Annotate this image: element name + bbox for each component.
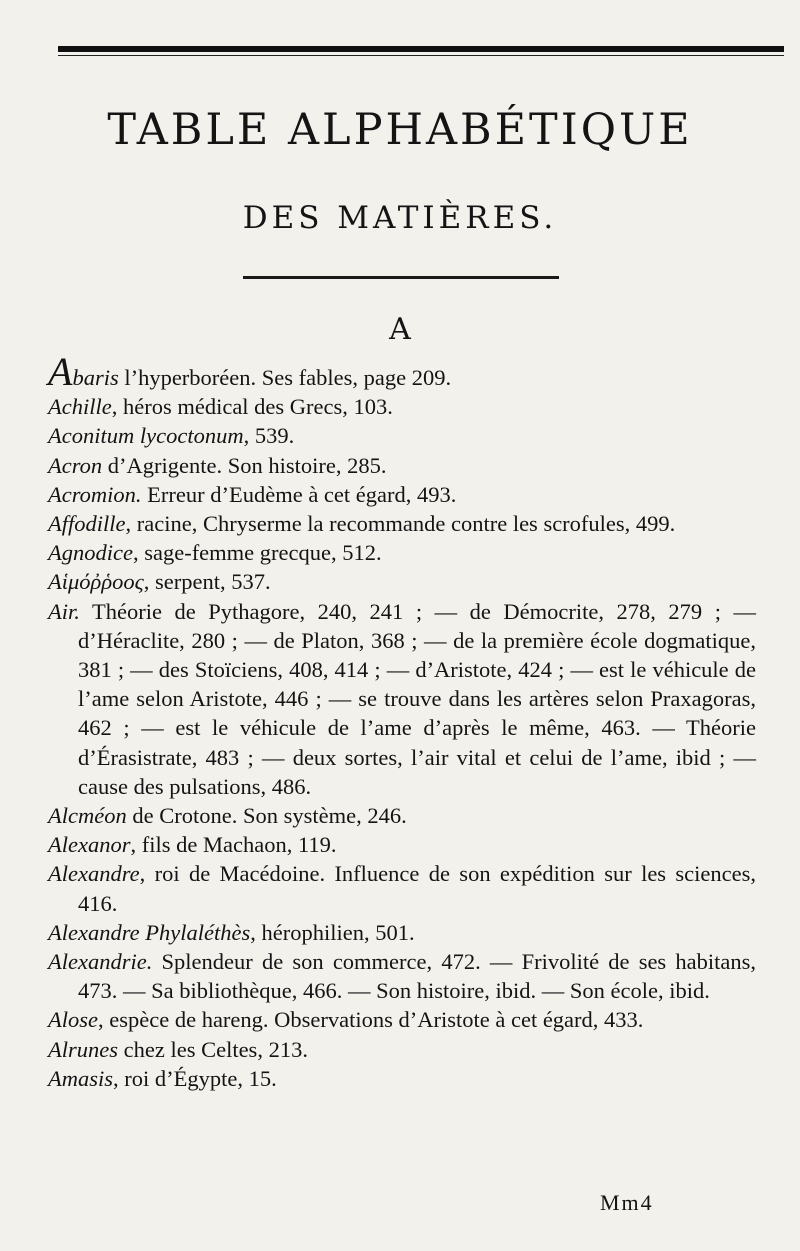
entry-head: Acron [48,452,103,478]
entry-head: Affodille [48,511,126,537]
index-entry [48,538,756,567]
index-entry [48,1005,756,1034]
entry-head: Alcméon [48,803,127,829]
entry-text: , espèce de hareng. Observations d’Aristote à cet égard, 433. [98,1007,644,1033]
index-entry [48,918,756,947]
index-entries [48,349,756,1093]
entry-head: Alose [48,1007,98,1033]
entry-text: Théorie de Pythagore, 240, 241 ; — de Démocrite, 278, 279 ; — d’Héraclite, 280 ; — de Platon, 368 ; — de la première école dogmatique, 381 ; — des Stoïciens, 408, 414 ; — d’Aristote, 424 ; — est le véhicule de l’ame selon Aristote, 446 ; — se trouve dans les artères selon Praxagoras, 462 ; — est le véhicule de l’ame d’après le même, 463. — Théorie d’Érasistrate, 483 ; — deux sortes, l’air vital et celui de l’ame, ibid ; — cause des pulsations, 486. [78,598,756,799]
entry-head: Alexanor [48,832,131,858]
index-entry [48,801,756,830]
top-rule-thin [58,55,784,56]
entry-head: Air. [48,598,80,624]
index-entry [48,480,756,509]
entry-text: , héros médical des Grecs, 103. [111,394,393,420]
entry-text: , racine, Chryserme la recommande contre les scrofules, 499. [125,511,676,537]
entry-head: Alexandre [48,861,140,887]
entry-head: Amasis [48,1065,114,1091]
entry-head: Αἱμόῤῥοος [48,569,144,595]
entry-text: d’Agrigente. Son histoire, 285. [102,452,387,478]
index-entry [48,451,756,480]
entry-head: Alexandre Phylaléthès [48,919,251,945]
entry-text: Erreur d’Eudème à cet égard, 493. [141,481,457,507]
index-entry [48,421,756,450]
entry-head: Alexandrie. [48,949,153,975]
entry-head: Agnodice [48,540,133,566]
index-entry [48,947,756,1005]
index-entry [48,1035,756,1064]
entry-text: , hérophilien, 501. [250,919,415,945]
folio-signature: Mm4 [600,1190,654,1215]
entry-head: Acromion. [48,481,142,507]
entry-text: de Crotone. Son système, 246. [126,803,407,829]
entry-head: baris [72,365,119,390]
section-divider [243,276,559,279]
page-subtitle: DES MATIÈRES. [242,200,558,236]
entry-text: chez les Celtes, 213. [118,1036,308,1062]
index-entry [48,1064,756,1093]
entry-text: , serpent, 537. [143,569,271,595]
index-entry [48,597,756,801]
section-letter: A [389,312,411,347]
entry-head: Achille [48,394,112,420]
entry-head: Alrunes [48,1036,118,1062]
entry-head: Aconitum lycoctonum [48,423,244,449]
top-rule [58,46,784,52]
index-entry [48,859,756,917]
index-entry [48,349,756,394]
entry-text: , sage-femme grecque, 512. [132,540,382,566]
entry-text: , roi d’Égypte, 15. [113,1065,277,1091]
index-entry [48,392,756,421]
entry-text: l’hyperboréen. Ses fables, page 209. [118,365,452,390]
entry-text: Splendeur de son commerce, 472. — Frivolité de ses habitans, 473. — Sa bibliothèque, 466. — Son histoire, ibid. — Son école, ibid. [78,949,756,1004]
index-entry [48,830,756,859]
index-entry [48,567,756,596]
entry-text: , 539. [243,423,295,449]
entry-text: , fils de Machaon, 119. [130,832,337,858]
index-entry [48,509,756,538]
entry-text: , roi de Macédoine. Influence de son expédition sur les sciences, 416. [78,861,756,916]
page-title: TABLE ALPHABÉTIQUE [107,105,693,155]
entry-dropcap: A [48,349,73,394]
